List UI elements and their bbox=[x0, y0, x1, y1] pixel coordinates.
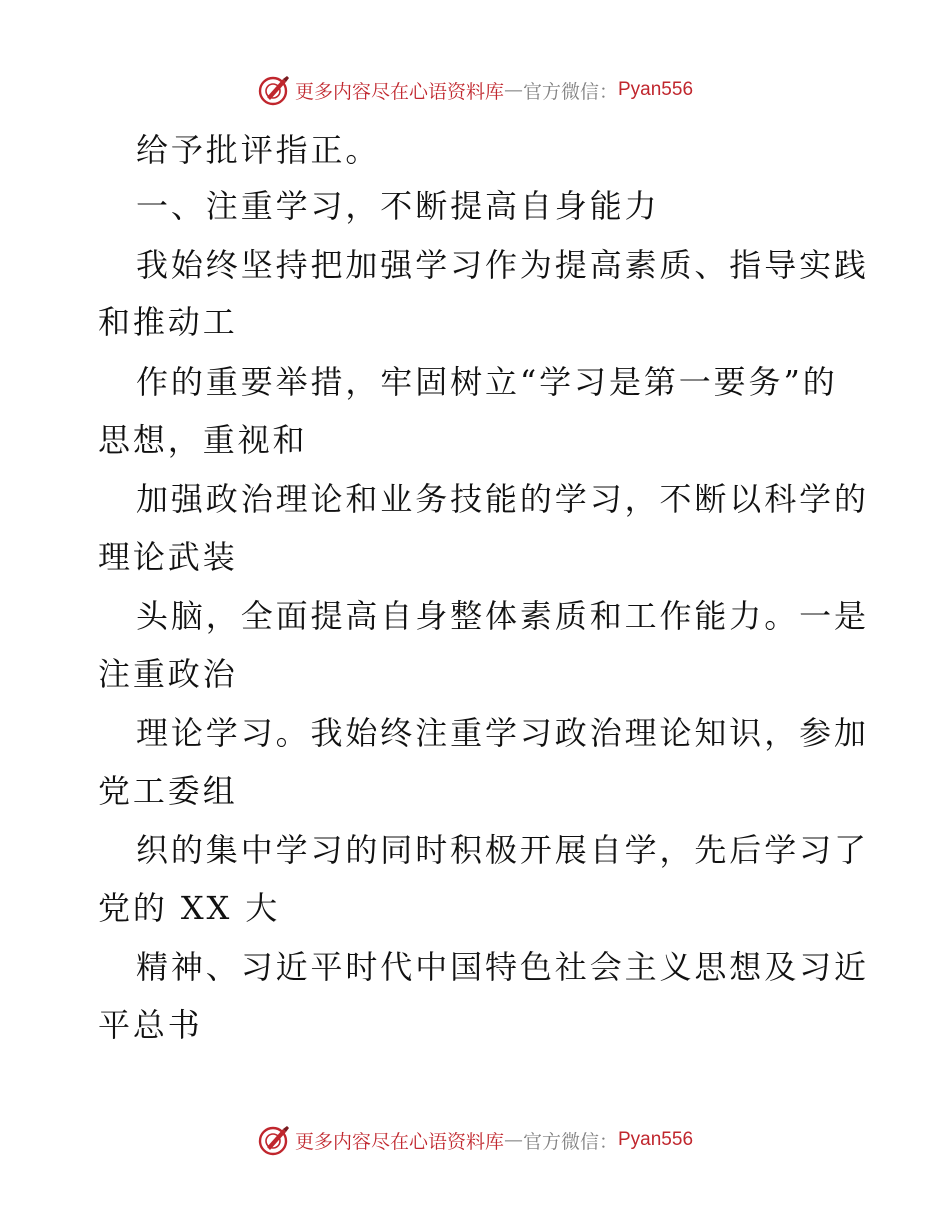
watermark-wechat-id: Pyan556 bbox=[618, 79, 694, 100]
watermark-wechat-id: Pyan556 bbox=[618, 1129, 694, 1150]
watermark-dash: — bbox=[503, 1129, 523, 1151]
text-line: 我始终坚持把加强学习作为提高素质、指导实践 bbox=[136, 246, 869, 284]
text-line: 作的重要举措，牢固树立“学习是第一要务”的 bbox=[136, 363, 838, 401]
text-line: 注重政治 bbox=[98, 655, 238, 693]
pen-logo-icon bbox=[257, 73, 291, 107]
section-heading: 一、注重学习，不断提高自身能力 bbox=[136, 187, 660, 225]
text-line: 头脑，全面提高自身整体素质和工作能力。一是 bbox=[136, 597, 869, 635]
text-line: 理论学习。我始终注重学习政治理论知识，参加 bbox=[136, 714, 869, 752]
text-line: 平总书 bbox=[98, 1006, 203, 1044]
pen-logo-icon bbox=[257, 1123, 291, 1157]
watermark-dash: — bbox=[503, 79, 523, 101]
footer-watermark bbox=[0, 1122, 950, 1158]
text-line: 织的集中学习的同时积极开展自学，先后学习了 bbox=[136, 831, 869, 869]
watermark-text: 更多内容尽在心语资料库 bbox=[294, 1130, 504, 1153]
watermark-text: 更多内容尽在心语资料库 bbox=[294, 80, 504, 103]
text-line: 加强政治理论和业务技能的学习，不断以科学的 bbox=[136, 480, 869, 518]
text-line: 和推动工 bbox=[98, 303, 238, 341]
text-line: 党工委组 bbox=[98, 772, 238, 810]
text-line: 党的 XX 大 bbox=[98, 889, 281, 927]
watermark-official-label: 官方微信： bbox=[522, 80, 618, 103]
text-line: 思想，重视和 bbox=[98, 421, 308, 459]
text-line: 精神、习近平时代中国特色社会主义思想及习近 bbox=[136, 948, 869, 986]
text-line: 给予批评指正。 bbox=[136, 131, 381, 169]
text-line: 理论武装 bbox=[98, 538, 238, 576]
header-watermark bbox=[0, 72, 950, 108]
watermark-official-label: 官方微信： bbox=[522, 1130, 618, 1153]
